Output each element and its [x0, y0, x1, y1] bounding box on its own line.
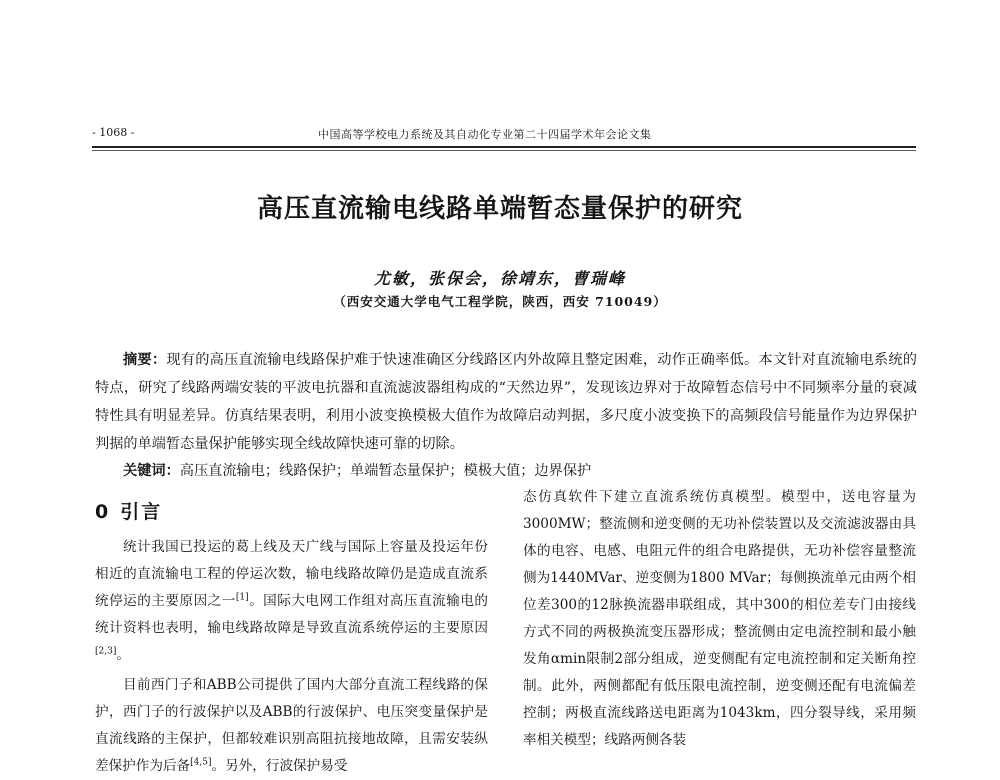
- citation-1: [1]: [235, 592, 249, 603]
- intro-p1-text-a: 统计我国已投运的葛上线及天广线与国际上容量及投运年份相近的直流输电工程的停运次数，输电线路故障仍是造成直流系统停运的主要原因之一: [95, 539, 488, 609]
- citation-2: [2,3]: [95, 646, 117, 657]
- citation-3: [4,5]: [190, 757, 212, 768]
- intro-p1-text-c: 。: [116, 647, 130, 663]
- abstract-text: 现有的高压直流输电线路保护难于快速准确区分线路区内外故障且整定困难，动作正确率低。本文针对直流输电系统的特点，研究了线路两端安装的平波电抗器和直流滤波器组构成的“天然边界”，发现该边界对于故障暂态信号中不同频率分量的衰减特性具有明显差异。仿真结果表明，利用小波变换模极大值作为故障启动判据，多尺度小波变换下的高频段信号能量作为边界保护判据的单端暂态量保护能够实现全线故障快速可靠的切除。: [95, 352, 917, 452]
- header-rule-thin: [92, 150, 916, 151]
- running-head: 中国高等学校电力系统及其自动化专业第二十四届学术年会论文集: [318, 128, 652, 141]
- author-list: 尤敏，张保会，徐靖东，曹瑞峰: [373, 269, 626, 288]
- simulation-paragraph: 态仿真软件下建立直流系统仿真模型。模型中，送电容量为3000MW；整流侧和逆变侧的无功补偿装置以及交流滤波器由具体的电容、电感、电阻元件的组合电路提供，无功补偿容量整流侧为1440MVar、逆变侧为1800 MVar；每侧换流单元由两个相位差300的12脉换流器串联组成，其中300的相位差专门由接线方式不同的两极换流变压器形成；整流侧由定电流控制和最小触发角αmin限制2部分组成，逆变侧配有定电流控制和定关断角控制。此外，两侧都配有低压限电流控制，逆变侧还配有电流偏差控制；两极直流线路送电距离为1043km，四分裂导线，采用频率相关模型；线路两侧各装: [523, 489, 916, 748]
- intro-paragraph-2: [95, 672, 488, 780]
- section-title: 引言: [120, 501, 163, 523]
- paper-title: 高压直流输电线路单端暂态量保护的研究: [256, 194, 743, 224]
- page-number: - 1068 -: [92, 126, 135, 139]
- left-column: [95, 534, 488, 780]
- intro-p1-text-b: 。国际大电网工作组对高压直流输电的统计资料也表明，输电线路故障是导致直流系统停运的主要原因: [95, 593, 489, 636]
- keywords: [123, 457, 917, 485]
- intro-paragraph-1: [95, 534, 488, 669]
- section-number: 0: [95, 501, 111, 523]
- affiliation: （西安交通大学电气工程学院，陕西，西安 710049）: [333, 294, 667, 309]
- intro-p2-text-b: 。另外，行波保护易受: [211, 758, 348, 774]
- keywords-text: 高压直流输电；线路保护；单端暂态量保护；模极大值；边界保护: [179, 463, 592, 479]
- keywords-label: 关键词：: [123, 463, 180, 479]
- abstract: [95, 346, 917, 458]
- header-rule-thick: [92, 146, 916, 148]
- section-heading: [95, 497, 162, 524]
- abstract-label: 摘要：: [123, 352, 167, 368]
- right-column: [523, 484, 916, 754]
- intro-p2-text-a: 目前西门子和ABB公司提供了国内大部分直流工程线路的保护，西门子的行波保护以及ABB的行波保护、电压突变量保护是直流线路的主保护，但都较难识别高阻抗接地故障，且需安装纵差保护作为后备: [95, 677, 488, 774]
